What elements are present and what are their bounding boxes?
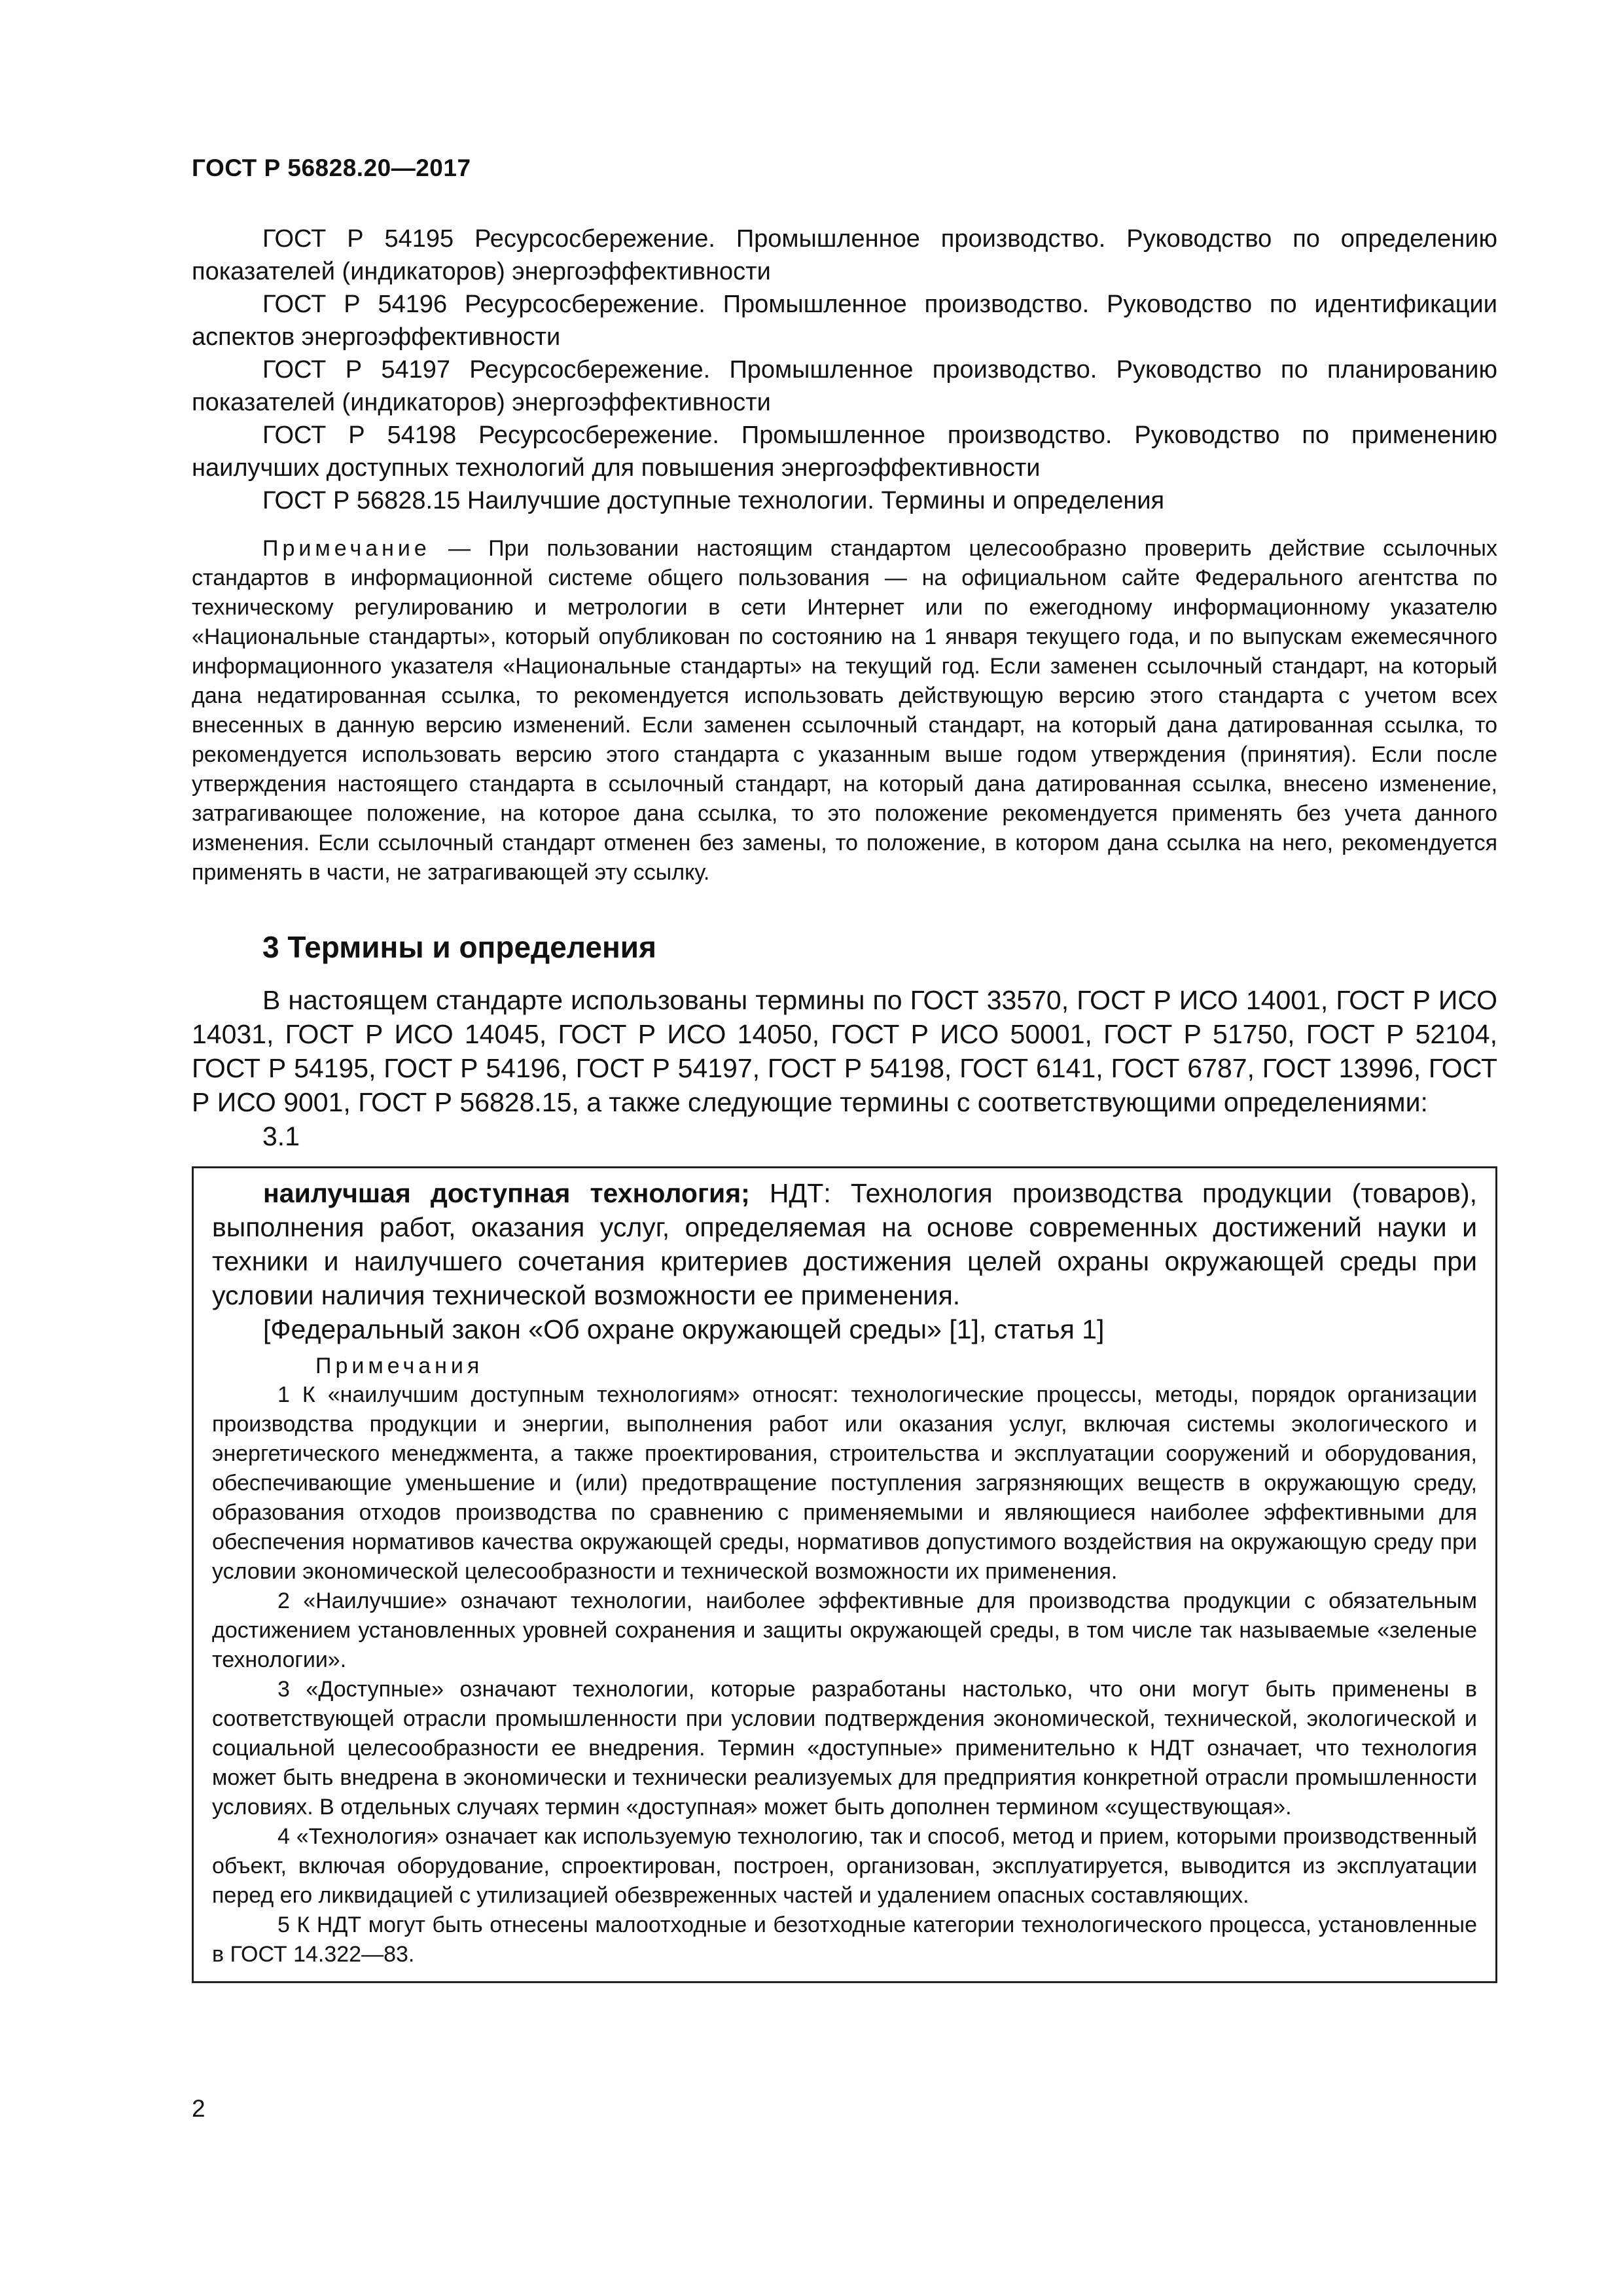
term-source: [Федеральный закон «Об охране окружающей среды» [1], статья 1] <box>263 1314 1105 1344</box>
reference-item: ГОСТ Р 54195 Ресурсосбережение. Промышленное производство. Руководство по определению показателей (индикаторов) энергоэффективности <box>192 225 1497 285</box>
term-definition-text: НДТ: Технология производства продукции (товаров), выполнения работ, оказания услуг, определяемая на основе современных достижений науки и техники и наилучшего сочетания критериев достижения целей охраны окружающей среды при условии наличия технической возможности ее применения. <box>212 1178 1477 1310</box>
reference-item: ГОСТ Р 54196 Ресурсосбережение. Промышленное производство. Руководство по идентификации аспектов энергоэффективности <box>192 291 1497 351</box>
term-number: 3.1 <box>262 1121 300 1151</box>
document-code-header: ГОСТ Р 56828.20—2017 <box>192 154 471 181</box>
term-notes-title: Примечания <box>315 1354 484 1378</box>
page-content <box>192 223 1497 1983</box>
reference-item: ГОСТ Р 56828.15 Наилучшие доступные технологии. Термины и определения <box>262 487 1165 514</box>
term-note-item: 2 «Наилучшие» означают технологии, наиболее эффективные для производства продукции с обязательным достижением установленных уровней сохранения и защиты окружающей среды, в том числе так называемые «зеленые технологии». <box>212 1588 1477 1672</box>
section-intro: В настоящем стандарте использованы термины по ГОСТ 33570, ГОСТ Р ИСО 14001, ГОСТ Р ИСО 14031, ГОСТ Р ИСО 14045, ГОСТ Р ИСО 14050, ГОСТ Р ИСО 50001, ГОСТ Р 51750, ГОСТ Р 52104, ГОСТ Р 54195, ГОСТ Р 54196, ГОСТ Р 54197, ГОСТ Р 54198, ГОСТ 6141, ГОСТ 6787, ГОСТ 13996, ГОСТ Р ИСО 9001, ГОСТ Р 56828.15, а также следующие термины с соответствующими определениями: <box>192 985 1497 1117</box>
reference-item: ГОСТ Р 54197 Ресурсосбережение. Промышленное производство. Руководство по планированию показателей (индикаторов) энергоэффективности <box>192 356 1497 416</box>
term-note-item: 4 «Технология» означает как используемую технологию, так и способ, метод и прием, которыми производственный объект, включая оборудование, спроектирован, построен, организован, эксплуатируется, выводится из эксплуатации перед его ликвидацией с утилизацией обезвреженных частей и удалением опасных составляющих. <box>212 1824 1477 1908</box>
term-definition-box <box>192 1166 1497 1983</box>
note-label: Примечание <box>262 536 431 561</box>
reference-note <box>192 534 1497 888</box>
term-note-item: 1 К «наилучшим доступным технологиям» относят: технологические процессы, методы, порядок организации производства продукции и энергии, выполнения работ или оказания услуг, включая системы экологического и энергетического менеджмента, а также проектирования, строительства и эксплуатации сооружений и оборудования, обеспечивающие уменьшение и (или) предотвращение поступления загрязняющих веществ в окружающую среду, образования отходов производства по сравнению с применяемыми и являющиеся наиболее эффективными для обеспечения нормативов качества окружающей среды, нормативов допустимого воздействия на окружающую среду при условии экономической целесообразности и технической возможности их применения. <box>212 1382 1477 1584</box>
reference-item: ГОСТ Р 54198 Ресурсосбережение. Промышленное производство. Руководство по применению наилучших доступных технологий для повышения энергоэффективности <box>192 422 1497 482</box>
term-name: наилучшая доступная технология; <box>263 1178 750 1208</box>
term-definition <box>212 1176 1477 1312</box>
note-text: — При пользовании настоящим стандартом целесообразно проверить действие ссылочных стандартов в информационной системе общего пользования — на официальном сайте Федерального агентства по техническому регулированию и метрологии в сети Интернет или по ежегодному информационному указателю «Национальные стандарты», который опубликован по состоянию на 1 января текущего года, и по выпускам ежемесячного информационного указателя «Национальные стандарты» на текущий год. Если заменен ссылочный стандарт, на который дана недатированная ссылка, то рекомендуется использовать действующую версию этого стандарта с учетом всех внесенных в данную версию изменений. Если заменен ссылочный стандарт, на который дана датированная ссылка, то рекомендуется использовать версию этого стандарта с указанным выше годом утверждения (принятия). Если после утверждения настоящего стандарта в ссылочный стандарт, на который дана датированная ссылка, внесено изменение, затрагивающее положение, на которое дана ссылка, то это положение рекомендуется применять без учета данного изменения. Если ссылочный стандарт отменен без замены, то положение, в котором дана ссылка на него, рекомендуется применять в части, не затрагивающей эту ссылку. <box>192 536 1497 885</box>
term-note-item: 3 «Доступные» означают технологии, которые разработаны настолько, что они могут быть применены в соответствующей отрасли промышленности при условии подтверждения экономической, технической, экологической и социальной целесообразности ее внедрения. Термин «доступные» применительно к НДТ означает, что технология может быть внедрена в экономически и технически реализуемых для предприятия конкретной отрасли промышленности условиях. В отдельных случаях термин «доступная» может быть дополнен термином «существующая». <box>212 1677 1477 1820</box>
page-number: 2 <box>192 2095 205 2122</box>
term-note-item: 5 К НДТ могут быть отнесены малоотходные и безотходные категории технологического процесса, установленные в ГОСТ 14.322—83. <box>212 1912 1477 1967</box>
section-title: 3 Термины и определения <box>262 930 656 964</box>
